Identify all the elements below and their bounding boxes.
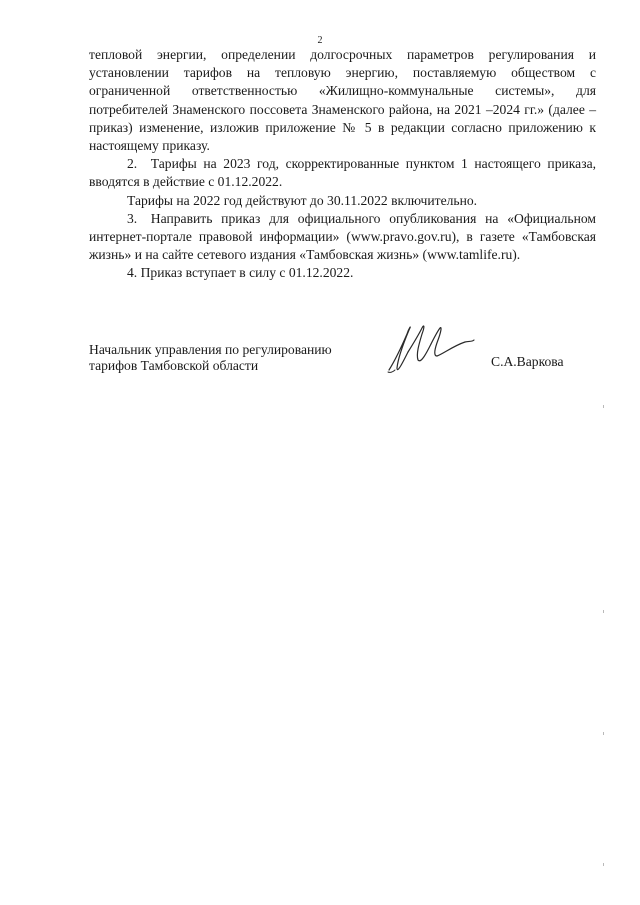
scan-edge-mark — [603, 610, 604, 613]
signatory-position — [89, 342, 389, 374]
paragraph-tariffs-2022: Тарифы на 2022 год действуют до 30.11.2022 включительно. — [127, 192, 478, 208]
paragraph-item-3: 3. Направить приказ для официального опубликования на «Официальном интернет-портале правовой информации» (www.pravo.gov.ru), в газете «Тамбовская жизнь» и на сайте сетевого издания «Тамбовская жизнь» (www.tamlife.ru). — [89, 210, 596, 263]
scan-edge-mark — [603, 405, 604, 408]
scan-edge-mark — [603, 863, 604, 866]
signatory-position-line-1: Начальник управления по регулированию — [89, 342, 332, 357]
document-body — [89, 46, 596, 283]
signature-block — [89, 342, 609, 382]
paragraph-item-4: 4. Приказ вступает в силу с 01.12.2022. — [127, 265, 354, 281]
page-number: 2 — [317, 35, 323, 46]
signatory-position-line-2: тарифов Тамбовской области — [89, 358, 259, 373]
handwritten-signature — [385, 318, 477, 376]
signatory-name: С.А.Варкова — [491, 354, 564, 369]
paragraph-item-2: 2. Тарифы на 2023 год, скорректированные пунктом 1 настоящего приказа, вводятся в действие с 01.12.2022. — [89, 156, 596, 190]
paragraph-continuation: тепловой энергии, определении долгосрочных параметров регулирования и установлении тарифов на тепловую энергию, поставляемую обществом с ограниченной ответственностью «Жилищно-коммунальные системы», для потребителей Знаменского поссовета Знаменского района, на 2021 –2024 гг.» (далее – приказ) изменение, изложив приложение № 5 в редакции согласно приложению к настоящему приказу. — [89, 47, 596, 154]
scan-edge-mark — [603, 732, 604, 735]
